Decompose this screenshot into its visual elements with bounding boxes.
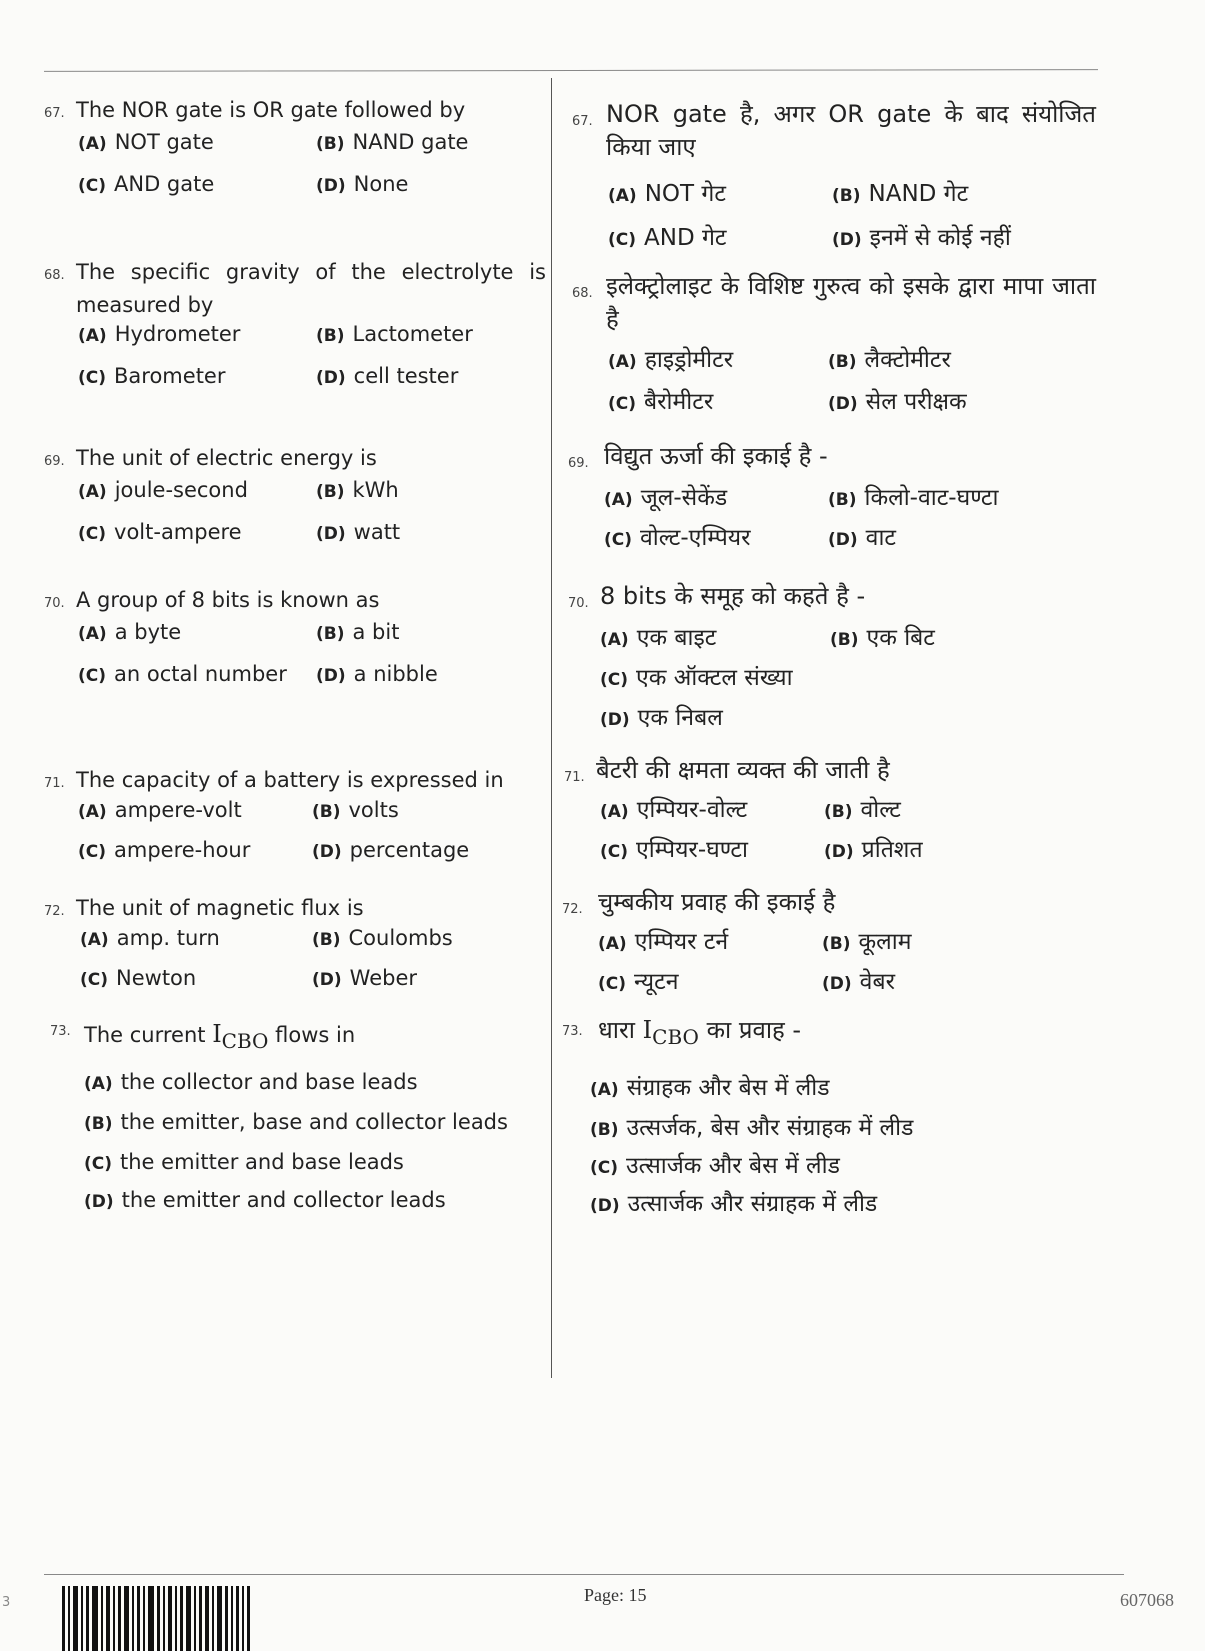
- option-c[interactable]: (C) AND गेट: [608, 225, 727, 251]
- option-a[interactable]: (A) एक बाइट: [600, 625, 717, 651]
- option-a[interactable]: (A) amp. turn: [80, 926, 220, 950]
- option-b[interactable]: (B) Lactometer: [316, 322, 473, 346]
- question-stem: बैटरी की क्षमता व्यक्त की जाती है: [596, 756, 890, 784]
- question-stem: The current $I_{CBO}$ flows in: [84, 1020, 356, 1053]
- option-c[interactable]: (C) वोल्ट-एम्पियर: [604, 525, 751, 551]
- option-c[interactable]: (C) एक ऑक्टल संख्या: [600, 665, 793, 691]
- option-a[interactable]: (A) NOT गेट: [608, 181, 726, 207]
- option-d[interactable]: (D) उत्सार्जक और संग्राहक में लीड: [590, 1191, 878, 1217]
- question-stem: चुम्बकीय प्रवाह की इकाई है: [598, 888, 836, 916]
- edge-mark: 3: [2, 1595, 11, 1610]
- column-divider: [551, 78, 552, 1378]
- question-stem: The unit of electric energy is: [76, 446, 377, 470]
- footer-rule: [44, 1574, 1124, 1575]
- option-d[interactable]: (D) वाट: [828, 525, 896, 551]
- option-d[interactable]: (D) a nibble: [316, 662, 438, 686]
- option-c[interactable]: (C) बैरोमीटर: [608, 389, 714, 415]
- option-a[interactable]: (A) a byte: [78, 620, 182, 644]
- page-number: Page: 15: [584, 1585, 647, 1605]
- option-b[interactable]: (B) किलो-वाट-घण्टा: [828, 485, 999, 511]
- option-a[interactable]: (A) Hydrometer: [78, 322, 241, 346]
- option-b[interactable]: (B) the emitter, base and collector leads: [84, 1110, 508, 1134]
- top-rule: [44, 69, 1098, 72]
- option-c[interactable]: (C) न्यूटन: [598, 969, 679, 995]
- option-a[interactable]: (A) ampere-volt: [78, 798, 242, 822]
- option-c[interactable]: (C) Barometer: [78, 364, 226, 388]
- option-c[interactable]: (C) the emitter and base leads: [84, 1150, 404, 1174]
- option-a[interactable]: (A) NOT gate: [78, 130, 214, 154]
- option-a[interactable]: (A) जूल-सेकेंड: [604, 485, 728, 511]
- question-number: 73.: [50, 1024, 71, 1039]
- option-b[interactable]: (B) a bit: [316, 620, 400, 644]
- option-a[interactable]: (A) हाइड्रोमीटर: [608, 347, 734, 373]
- option-c[interactable]: (C) उत्सार्जक और बेस में लीड: [590, 1153, 840, 1179]
- question-stem: The specific gravity of the electrolyte is measured by: [76, 260, 546, 317]
- option-d[interactable]: (D) cell tester: [316, 364, 459, 388]
- option-a[interactable]: (A) एम्पियर-वोल्ट: [600, 797, 748, 823]
- option-c[interactable]: (C) एम्पियर-घण्टा: [600, 837, 748, 863]
- option-c[interactable]: (C) an octal number: [78, 662, 287, 686]
- question-stem: 8 bits के समूह को कहते है -: [600, 582, 866, 610]
- option-b[interactable]: (B) वोल्ट: [824, 797, 901, 823]
- question-number: 71.: [44, 776, 65, 791]
- option-b[interactable]: (B) kWh: [316, 478, 399, 502]
- option-b[interactable]: (B) कूलाम: [822, 929, 912, 955]
- question-number: 71.: [564, 770, 585, 785]
- icbo-symbol: $I_{CBO}$: [212, 1020, 269, 1053]
- question-number: 67.: [44, 106, 65, 121]
- option-c[interactable]: (C) volt-ampere: [78, 520, 242, 544]
- option-d[interactable]: (D) None: [316, 172, 409, 196]
- option-d[interactable]: (D) वेबर: [822, 969, 895, 995]
- question-stem: धारा $I_{CBO}$ का प्रवाह -: [598, 1016, 802, 1049]
- option-b[interactable]: (B) NAND गेट: [832, 181, 969, 207]
- option-a[interactable]: (A) संग्राहक और बेस में लीड: [590, 1075, 830, 1101]
- icbo-symbol: $I_{CBO}$: [642, 1016, 699, 1049]
- option-d[interactable]: (D) Weber: [312, 966, 417, 990]
- question-stem: The unit of magnetic flux is: [76, 896, 364, 920]
- option-b[interactable]: (B) NAND gate: [316, 130, 469, 154]
- question-number: 72.: [44, 904, 65, 919]
- question-stem: NOR gate है, अगर OR gate के बाद संयोजित किया जाए: [606, 100, 1096, 161]
- option-d[interactable]: (D) सेल परीक्षक: [828, 389, 967, 415]
- barcode: [62, 1586, 262, 1651]
- option-d[interactable]: (D) एक निबल: [600, 705, 723, 731]
- question-stem: The capacity of a battery is expressed in: [76, 768, 504, 792]
- question-number: 69.: [44, 454, 65, 469]
- paper-code: 607068: [1120, 1590, 1174, 1610]
- question-number: 70.: [568, 596, 589, 611]
- question-number: 72.: [562, 902, 583, 917]
- option-b[interactable]: (B) Coulombs: [312, 926, 453, 950]
- option-c[interactable]: (C) Newton: [80, 966, 197, 990]
- option-b[interactable]: (B) volts: [312, 798, 399, 822]
- option-d[interactable]: (D) प्रतिशत: [824, 837, 923, 863]
- question-number: 70.: [44, 596, 65, 611]
- question-stem: विद्युत ऊर्जा की इकाई है -: [604, 442, 828, 470]
- option-a[interactable]: (A) joule-second: [78, 478, 248, 502]
- option-b[interactable]: (B) उत्सर्जक, बेस और संग्राहक में लीड: [590, 1115, 914, 1141]
- option-a[interactable]: (A) एम्पियर टर्न: [598, 929, 729, 955]
- option-a[interactable]: (A) the collector and base leads: [84, 1070, 418, 1094]
- option-c[interactable]: (C) ampere-hour: [78, 838, 251, 862]
- question-stem: The NOR gate is OR gate followed by: [76, 98, 466, 122]
- option-c[interactable]: (C) AND gate: [78, 172, 215, 196]
- option-d[interactable]: (D) the emitter and collector leads: [84, 1188, 446, 1212]
- question-number: 68.: [44, 268, 65, 283]
- option-b[interactable]: (B) लैक्टोमीटर: [828, 347, 951, 373]
- question-stem: A group of 8 bits is known as: [76, 588, 380, 612]
- question-number: 69.: [568, 456, 589, 471]
- option-b[interactable]: (B) एक बिट: [830, 625, 935, 651]
- question-number: 68.: [572, 286, 593, 301]
- option-d[interactable]: (D) percentage: [312, 838, 470, 862]
- option-d[interactable]: (D) इनमें से कोई नहीं: [832, 225, 1011, 251]
- question-number: 73.: [562, 1024, 583, 1039]
- question-number: 67.: [572, 114, 593, 129]
- question-stem: इलेक्ट्रोलाइट के विशिष्ट गुरुत्व को इसके द्वारा मापा जाता है: [606, 272, 1096, 333]
- option-d[interactable]: (D) watt: [316, 520, 401, 544]
